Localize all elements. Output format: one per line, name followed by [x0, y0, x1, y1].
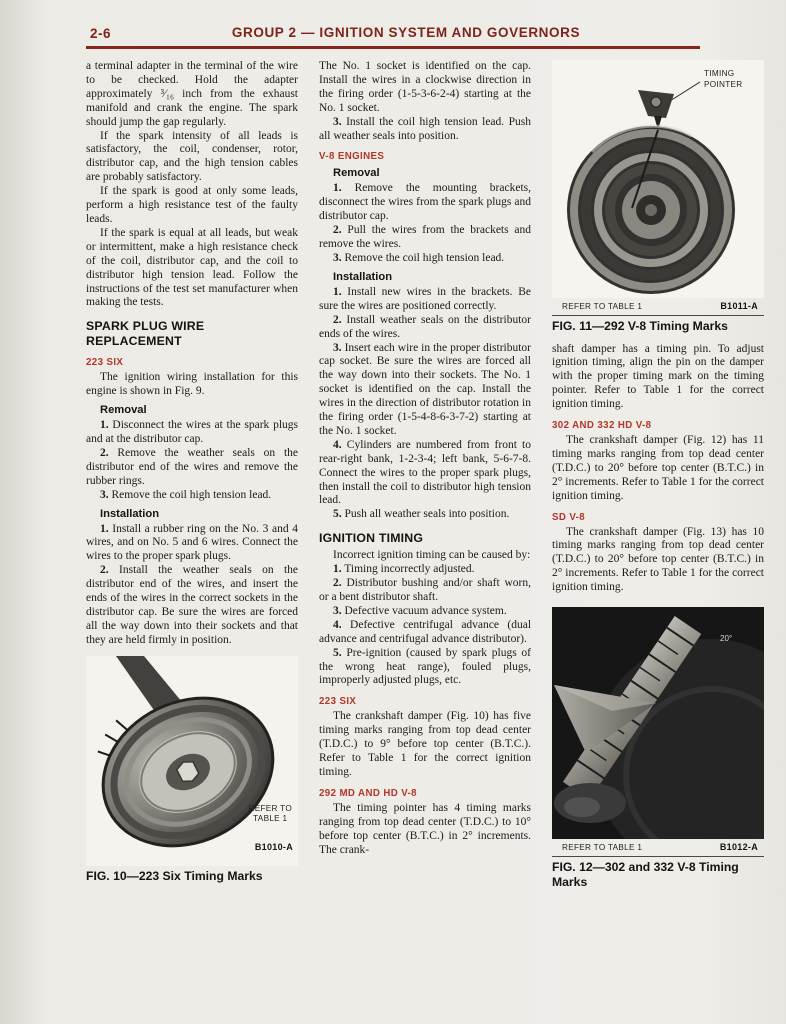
paragraph: Incorrect ignition timing can be caused by:	[333, 549, 531, 562]
step-number: 5.	[333, 646, 342, 659]
refer-note-line: REFER TO	[248, 803, 292, 813]
step-number: 2.	[333, 313, 342, 326]
step-text: Install a rubber ring on the No. 3 and 4 wires, and on No. 5 and 6 wires. Connect the wires to the proper spark plugs.	[86, 522, 298, 563]
timing-pointer-photo-illustration	[552, 60, 764, 298]
subheading-v8-engines: V-8 ENGINES	[319, 151, 385, 163]
step-number: 3.	[100, 488, 109, 501]
section-heading-ignition-timing: IGNITION TIMING	[319, 531, 424, 546]
step-number: 3.	[333, 115, 342, 128]
subheading-302-332-hd-v8: 302 AND 332 HD V-8	[552, 420, 652, 432]
step-text: Remove the weather seals on the distributor end of the wires and remove the rubber rings.	[86, 446, 299, 487]
numbered-step	[319, 252, 531, 266]
numbered-step	[319, 342, 531, 439]
figure-12-refer-note: REFER TO TABLE 1	[562, 843, 643, 853]
step-number: 1.	[333, 182, 342, 195]
numbered-step	[319, 286, 531, 314]
step-text: Cylinders are numbered from front to rear-right bank, 1-2-3-4; left bank, 5-6-7-8. Connect the wires to the proper spark plugs, then install the coil to distributor high tension lead.	[319, 438, 531, 507]
figure-11-rule	[552, 315, 764, 316]
step-number: 1.	[333, 285, 342, 298]
paragraph: If the spark is equal at all leads, but weak or intermittent, make a high resistance check of the coil, distributor cap, and the coil to distributor high tension lead. Follow the instructions of the test set manufacturer when making the tests.	[86, 226, 298, 309]
step-number: 4.	[333, 618, 342, 631]
figure-11-refer-note: REFER TO TABLE 1	[562, 302, 643, 311]
step-text: Install new wires in the brackets. Be sure the wires are positioned correctly.	[319, 285, 531, 312]
step-text: Distributor bushing and/or shaft worn, or a bent distributor shaft.	[319, 577, 532, 603]
step-text: Install the coil high tension lead. Push all weather seals into position.	[319, 115, 531, 142]
pulley-photo-illustration	[86, 656, 298, 866]
step-number: 2.	[100, 446, 109, 459]
subheading-installation: Installation	[333, 270, 393, 283]
step-number: 3.	[333, 251, 342, 264]
subheading-223-six: 223 SIX	[86, 357, 124, 369]
figure-10-caption: FIG. 10—223 Six Timing Marks	[86, 868, 263, 883]
paragraph: The crankshaft damper (Fig. 13) has 10 timing marks ranging from top dead center (T.D.C.) to 20° before top center (B.T.C.) in 2° increments. Refer to Table 1 for the correct ignition timing.	[552, 525, 764, 594]
figure-12-code: B1012-A	[719, 842, 758, 853]
text-columns	[86, 60, 764, 889]
step-number: 2.	[333, 577, 342, 590]
step-text: Remove the coil high tension lead.	[111, 488, 272, 501]
paragraph: The crankshaft damper (Fig. 10) has five timing marks ranging from top dead center (T.D.C.) to 9° before top center (B.T.C.). Refer to Table 1 for the correct ignition timing.	[319, 710, 531, 778]
numbered-step	[319, 116, 531, 144]
step-text: Defective vacuum advance system.	[344, 604, 507, 617]
figure-12-photo	[552, 607, 764, 839]
timing-pointer-label: TIMING POINTER	[704, 69, 743, 89]
step-number: 1.	[100, 419, 109, 432]
paragraph: The timing pointer has 4 timing marks ranging from top dead center (T.D.C.) to 10° before top center (B.T.C.) in 2° increments. The crank-	[319, 801, 531, 856]
step-number: 1.	[100, 522, 109, 535]
section-heading-spark-plug-wire: SPARK PLUG WIRE REPLACEMENT	[86, 319, 205, 349]
timing-marks-photo-illustration	[552, 607, 764, 839]
numbered-step	[319, 647, 531, 689]
figure-10-code: B1010-A	[254, 841, 293, 852]
refer-note-line: TABLE 1	[253, 814, 288, 824]
subheading-292-md-hd-v8: 292 MD AND HD V-8	[319, 787, 417, 799]
subheading-223-six-timing: 223 SIX	[319, 696, 357, 708]
numbered-step	[86, 419, 298, 447]
step-text: Install weather seals on the distributor ends of the wires.	[319, 313, 531, 340]
figure-11-caption: FIG. 11—292 V-8 Timing Marks	[552, 319, 728, 333]
figure-11	[552, 60, 764, 334]
page-number: 2-6	[90, 26, 112, 41]
numbered-step	[319, 439, 531, 509]
numbered-step	[319, 577, 531, 605]
numbered-step	[319, 182, 531, 224]
figure-12-rule	[552, 856, 764, 857]
paragraph: The ignition wiring installation for this engine is shown in Fig. 9.	[86, 371, 298, 398]
figure-12-notes	[552, 839, 764, 855]
column-1	[86, 60, 298, 889]
step-text: Disconnect the wires at the spark plugs and at the distributor cap.	[86, 419, 299, 446]
step-number: 5.	[333, 508, 342, 521]
step-text: Remove the mounting brackets, disconnect the wires from the spark plugs and distributor cap.	[319, 182, 531, 223]
pulley-shape	[567, 126, 735, 294]
step-text: Timing incorrectly adjusted.	[344, 563, 475, 576]
numbered-step	[319, 563, 531, 577]
figure-10	[86, 656, 298, 884]
page-title: GROUP 2 — IGNITION SYSTEM AND GOVERNORS	[231, 25, 581, 40]
numbered-step	[86, 564, 298, 647]
numbered-step	[86, 523, 298, 565]
subheading-removal: Removal	[100, 404, 147, 417]
step-text: Install the weather seals on the distributor end of the wires, and insert the ends of the wires in the correct sockets in the distributor cap. Be sure the wires are forced all the way down into their sockets and that they are held firmly in position.	[86, 564, 299, 646]
paragraph: The crankshaft damper (Fig. 12) has 11 timing marks ranging from top dead center (T.D.C.) to 20° before top center (B.T.C.) in 2° increments. Refer to Table 1 for the correct ignition timing.	[552, 434, 764, 502]
step-text: Insert each wire in the proper distributor cap socket. Be sure the wires are forced all the way down into their sockets. The No. 1 socket is identified on the cap. Install the wires in the direction of distributor rotation in the firing order (1-5-4-8-6-3-7-2) starting at the No. 1 socket.	[319, 341, 531, 437]
scale-degree-label: 20°	[720, 634, 733, 644]
paragraph: If the spark intensity of all leads is satisfactory, the coil, condenser, rotor, distributor cap, and the high tension cables are probably satisfactory.	[86, 129, 298, 184]
figure-11-photo	[552, 60, 764, 298]
figure-10-photo	[86, 656, 298, 866]
paragraph: If the spark is good at only some leads, perform a high resistance test of the faulty leads.	[86, 185, 298, 225]
step-number: 4.	[333, 438, 342, 451]
header-rule	[86, 46, 700, 49]
column-2	[319, 60, 531, 889]
step-number: 2.	[100, 564, 109, 577]
step-number: 3.	[333, 604, 342, 617]
column-3	[552, 60, 764, 889]
subheading-installation: Installation	[100, 507, 160, 520]
figure-11-notes	[552, 298, 764, 314]
numbered-step	[319, 314, 531, 342]
step-number: 1.	[333, 563, 342, 576]
step-number: 2.	[333, 224, 342, 237]
step-text: Pre-ignition (caused by spark plugs of the wrong heat range), fouled plugs, improperly adjusted plugs, etc.	[319, 646, 531, 687]
subheading-removal: Removal	[333, 167, 380, 180]
step-text: Remove the coil high tension lead.	[344, 251, 505, 264]
paragraph: shaft damper has a timing pin. To adjust ignition timing, align the pin on the damper with the proper timing mark on the timing pointer. Refer to Table 1 for the correct ignition timing.	[552, 342, 764, 411]
step-text: Defective centrifugal advance (dual advance and centrifugal advance distributor).	[319, 618, 532, 645]
paragraph: The No. 1 socket is identified on the cap. Install the wires in a clockwise direction in the firing order (1-5-3-6-2-4) starting at the No. 1 socket.	[319, 60, 531, 114]
figure-10-refer-note	[249, 804, 293, 825]
step-text: Push all weather seals into position.	[344, 508, 510, 521]
step-number: 3.	[333, 341, 342, 354]
numbered-step	[319, 619, 531, 647]
numbered-step	[319, 224, 531, 252]
numbered-step	[86, 447, 298, 489]
figure-12-caption: FIG. 12—302 and 332 V-8 Timing Marks	[552, 860, 739, 889]
figure-12	[552, 607, 764, 889]
numbered-step	[319, 605, 531, 619]
numbered-step	[319, 508, 531, 522]
subheading-sd-v8: SD V-8	[552, 511, 586, 523]
figure-11-code: B1011-A	[720, 301, 758, 311]
numbered-step	[86, 489, 298, 503]
paragraph: a terminal adapter in the terminal of the wire to be checked. Hold the adapter approximately ³⁄₁₆ inch from the exhaust manifold and crank the engine. The spark should jump the gap regularly.	[86, 60, 298, 128]
step-text: Pull the wires from the brackets and remove the wires.	[319, 224, 531, 251]
